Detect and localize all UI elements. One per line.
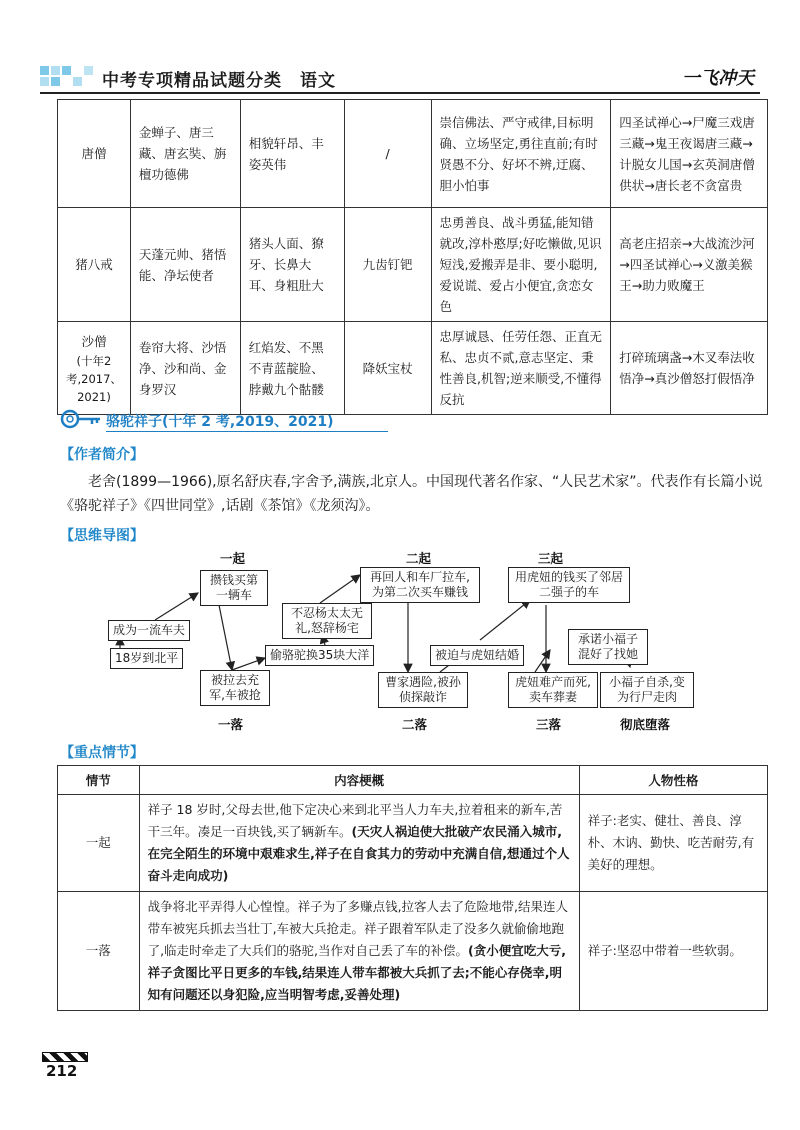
character-personality: 忠勇善良、战斗勇猛,能知错就改,淳朴憨厚;好吃懒做,见识短浅,爱搬弄是非、要小聪明,爱说谎、爱占小便宜,贪恋女色 xyxy=(431,208,611,322)
node-quit-yang: 不忍杨太太无礼,怒辞杨宅 xyxy=(282,603,372,639)
table-row xyxy=(58,795,768,892)
character-name: 猪八戒 xyxy=(58,208,131,322)
character-titles: 卷帘大将、沙悟净、沙和尚、金身罗汉 xyxy=(130,322,240,415)
plot-summary-cell xyxy=(139,795,579,892)
character-name-cell xyxy=(58,322,131,415)
plot-traits: 祥子:坚忍中带着一些软弱。 xyxy=(579,892,767,1011)
plot-table xyxy=(57,765,768,1011)
author-intro: 老舍(1899—1966),原名舒庆春,字舍予,满族,北京人。中国现代著名作家、“人民艺术家”。代表作有长篇小说《骆驼祥子》《四世同堂》,话剧《茶馆》《龙须沟》。 xyxy=(60,474,763,514)
header-rule xyxy=(40,92,760,94)
node-cao-blackmail: 曹家遇险,被孙侦探敲诈 xyxy=(378,672,468,708)
page-number: 212 xyxy=(46,1062,78,1080)
plot-summary-analysis: (贪小便宜吃大亏,祥子贪图比平日更多的车钱,结果连人带车都被大兵抓了去;不能心存侥幸,明知有问题还以身犯险,应当明智考虑,妥善处理) xyxy=(147,943,566,1002)
node-huniu-death: 虎妞难产而死,卖车葬妻 xyxy=(508,672,598,708)
character-stories: 高老庄招亲→大战流沙河→四圣试禅心→义激美猴王→助力败魔王 xyxy=(611,208,768,322)
table-row xyxy=(58,208,768,322)
column-header: 人物性格 xyxy=(579,766,767,795)
character-weapon: 九齿钉钯 xyxy=(344,208,431,322)
section-underline xyxy=(106,431,388,432)
node-conscripted: 被拉去充军,车被抢 xyxy=(200,670,270,706)
label-fall-3: 三落 xyxy=(536,717,562,732)
page-number-badge xyxy=(40,1052,90,1086)
key-icon xyxy=(60,407,102,431)
header-decoration xyxy=(40,66,100,88)
table-row xyxy=(58,892,768,1011)
header-logo: 一飞冲天 xyxy=(682,68,754,89)
node-huniu-car: 用虎妞的钱买了邻居二强子的车 xyxy=(508,567,630,603)
character-stories: 打碎琉璃盏→木叉奉法收悟净→真沙僧怒打假悟净 xyxy=(611,322,768,415)
column-header: 情节 xyxy=(58,766,140,795)
plot-tag: 【重点情节】 xyxy=(60,745,144,761)
label-fall-1: 一落 xyxy=(218,717,244,732)
character-name: 沙僧 xyxy=(81,333,107,349)
character-appearance: 相貌轩昂、丰姿英伟 xyxy=(240,100,344,208)
label-rise-2: 二起 xyxy=(406,551,432,566)
character-appearance: 猪头人面、獠牙、长鼻大耳、身粗肚大 xyxy=(240,208,344,322)
plot-summary: 祥子 18 岁时,父母去世,他下定决心来到北平当人力车夫,拉着租来的新车,苦干三年。凑足一百块钱,买了辆新车。 xyxy=(147,802,563,839)
plot-summary: 战争将北平弄得人心惶惶。祥子为了多赚点钱,拉客人去了危险地带,结果连人带车被宪兵抓去当壮丁,车被大兵抢走。祥子跟着军队走了没多久就偷偷地跑了,临走时牵走了大兵们的骆驼,当作对自己丢了车的补偿。 xyxy=(147,899,569,958)
label-fall-2: 二落 xyxy=(402,717,428,732)
character-personality: 崇信佛法、严守戒律,目标明确、立场坚定,勇往直前;有时贤愚不分、好坏不辨,迂腐、胆小怕事 xyxy=(431,100,611,208)
character-stories: 四圣试禅心→尸魔三戏唐三藏→鬼王夜谒唐三藏→计脱女儿国→玄英洞唐僧供状→唐长老不贪富贵 xyxy=(611,100,768,208)
label-rise-1: 一起 xyxy=(220,551,246,566)
plot-traits: 祥子:老实、健壮、善良、淳朴、木讷、勤快、吃苦耐劳,有美好的理想。 xyxy=(579,795,767,892)
node-back-to-renhe: 再回人和车厂拉车,为第二次买车赚钱 xyxy=(360,567,480,603)
plot-stage: 一落 xyxy=(58,892,140,1011)
clapboard-icon xyxy=(42,1052,88,1062)
mindmap-tag: 【思维导图】 xyxy=(60,528,144,544)
plot-summary-analysis: (天灾人祸迫使大批破产农民涌入城市,在完全陌生的环境中艰难求生,祥子在自食其力的劳动中充满自信,想通过个人奋斗走向成功) xyxy=(147,824,570,883)
character-appearance: 红焰发、不黑不青蓝靛脸、脖戴九个骷髅 xyxy=(240,322,344,415)
node-18-to-beiping: 18岁到北平 xyxy=(110,648,183,669)
node-forced-marriage: 被迫与虎妞结婚 xyxy=(430,645,524,666)
label-final: 彻底堕落 xyxy=(620,717,671,732)
column-header: 内容梗概 xyxy=(139,766,579,795)
table-row xyxy=(58,322,768,415)
section-title: 骆驼祥子(十年 2 考,2019、2021) xyxy=(106,414,334,430)
character-titles: 金蝉子、唐三藏、唐玄奘、旃檀功德佛 xyxy=(130,100,240,208)
plot-stage: 一起 xyxy=(58,795,140,892)
character-table xyxy=(57,99,768,415)
table-header-row xyxy=(58,766,768,795)
node-camels: 偷骆驼换35块大洋 xyxy=(265,645,374,666)
node-buy-car: 攒钱买第一辆车 xyxy=(200,570,268,606)
table-row xyxy=(58,100,768,208)
node-xiaofuzi-death: 小福子自杀,变为行尸走肉 xyxy=(600,672,694,708)
mind-map xyxy=(60,545,760,745)
header-title: 中考专项精品试题分类 语文 xyxy=(102,71,336,91)
label-rise-3: 三起 xyxy=(538,551,564,566)
character-personality: 忠厚诚恳、任劳任怨、正直无私、忠贞不贰,意志坚定、秉性善良,机智;逆来顺受,不懂得反抗 xyxy=(431,322,611,415)
node-promise-xiaofuzi: 承诺小福子混好了找她 xyxy=(568,629,648,665)
character-name-note: (十年2考,2017、2021) xyxy=(66,353,122,404)
node-top-puller: 成为一流车夫 xyxy=(108,620,190,641)
character-titles: 天蓬元帅、猪悟能、净坛使者 xyxy=(130,208,240,322)
character-weapon: 降妖宝杖 xyxy=(344,322,431,415)
character-name: 唐僧 xyxy=(58,100,131,208)
plot-summary-cell xyxy=(139,892,579,1011)
page-header xyxy=(40,62,760,90)
character-weapon: / xyxy=(344,100,431,208)
author-tag: 【作者简介】 xyxy=(60,447,144,463)
